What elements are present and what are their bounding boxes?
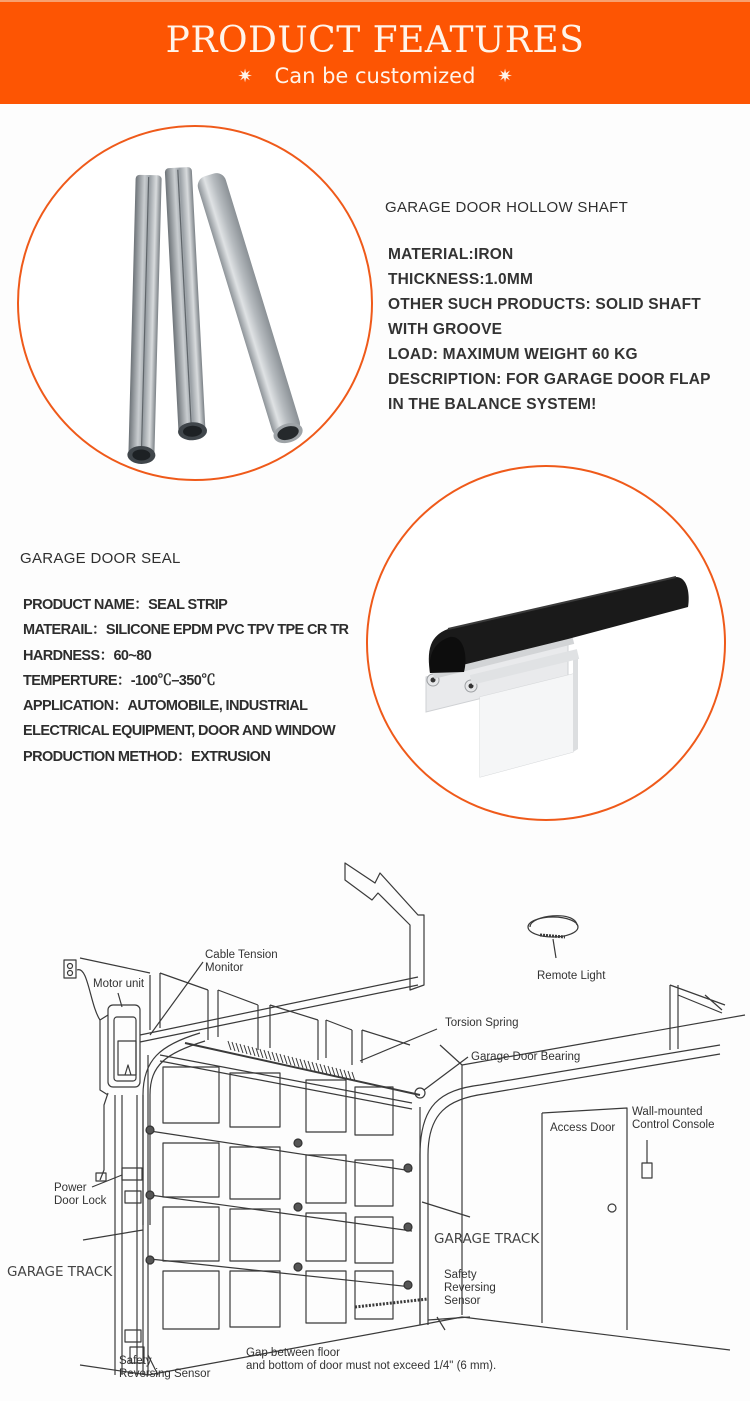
spec-line: TEMPERTURE：-100℃–350℃ bbox=[23, 672, 216, 689]
spec-line: THICKNESS:1.0MM bbox=[388, 271, 534, 288]
label-line: Cable Tension bbox=[205, 949, 278, 961]
label-garage-door-bearing: Garage Door Bearing bbox=[471, 1051, 581, 1063]
star-icon: ✷ bbox=[497, 66, 513, 87]
label-line: Gap between floor bbox=[246, 1347, 340, 1359]
door-seal-illustration bbox=[368, 467, 726, 821]
hollow-shaft-heading: GARAGE DOOR HOLLOW SHAFT bbox=[385, 199, 629, 216]
star-icon: ✷ bbox=[237, 66, 253, 87]
label-line: Reversing bbox=[444, 1282, 496, 1294]
label-wall-console bbox=[632, 1106, 714, 1132]
label-access-door: Access Door bbox=[550, 1122, 616, 1134]
spec-line: APPLICATION：AUTOMOBILE, INDUSTRIAL bbox=[23, 698, 308, 715]
label-torsion-spring: Torsion Spring bbox=[445, 1017, 519, 1029]
label-line: Safety bbox=[119, 1355, 152, 1367]
label-remote-light: Remote Light bbox=[537, 970, 606, 982]
label-line: Wall-mounted bbox=[632, 1106, 703, 1118]
spec-line: HARDNESS：60~80 bbox=[23, 647, 152, 664]
spec-line: OTHER SUCH PRODUCTS: SOLID SHAFT bbox=[388, 296, 701, 313]
banner-top-line bbox=[0, 0, 750, 2]
banner-subtitle-row bbox=[0, 64, 750, 88]
label-line: Power bbox=[54, 1182, 87, 1194]
label-line: Monitor bbox=[205, 962, 244, 974]
grooved-shaft-1 bbox=[127, 175, 163, 465]
label-line: Door Lock bbox=[54, 1195, 107, 1207]
label-motor-unit: Motor unit bbox=[93, 978, 145, 990]
spec-line: LOAD: MAXIMUM WEIGHT 60 KG bbox=[388, 346, 638, 363]
grooved-shaft-2 bbox=[164, 167, 207, 441]
label-cable-tension-monitor bbox=[205, 949, 278, 975]
label-line: Reversing Sensor bbox=[119, 1368, 211, 1380]
label-garage-track-right: GARAGE TRACK bbox=[434, 1231, 540, 1247]
label-gap-note bbox=[246, 1347, 496, 1373]
spec-line: PRODUCT NAME：SEAL STRIP bbox=[23, 597, 228, 613]
smooth-shaft bbox=[195, 170, 305, 446]
spec-line: MATERIAL:IRON bbox=[388, 246, 514, 263]
hollow-shaft-illustration bbox=[19, 127, 373, 481]
banner-title: PRODUCT FEATURES bbox=[165, 20, 585, 61]
label-line: Safety bbox=[444, 1269, 477, 1281]
header-banner bbox=[0, 0, 750, 104]
door-seal-image bbox=[366, 465, 726, 821]
door-seal-specs bbox=[20, 550, 380, 770]
spec-line: WITH GROOVE bbox=[388, 321, 503, 338]
label-line: Control Console bbox=[632, 1119, 715, 1131]
garage-door-diagram bbox=[0, 855, 750, 1401]
spec-line: ELECTRICAL EQUIPMENT, DOOR AND WINDOW bbox=[23, 723, 336, 740]
label-safety-sensor-right bbox=[444, 1269, 496, 1308]
label-safety-sensor-left bbox=[119, 1355, 210, 1381]
label-power-door-lock bbox=[54, 1182, 106, 1208]
label-garage-track-left: GARAGE TRACK bbox=[7, 1264, 113, 1280]
hollow-shaft-specs bbox=[385, 199, 745, 417]
spec-line: DESCRIPTION: FOR GARAGE DOOR FLAP bbox=[388, 371, 711, 388]
spec-line: PRODUCTION METHOD：EXTRUSION bbox=[23, 748, 271, 765]
spec-line: MATERAIL：SILICONE EPDM PVC TPV TPE CR TR bbox=[23, 622, 349, 639]
door-seal-spec-list bbox=[20, 593, 380, 770]
hollow-shaft-spec-list bbox=[385, 242, 745, 417]
label-line: Sensor bbox=[444, 1295, 481, 1307]
hollow-shaft-image bbox=[17, 125, 373, 481]
banner-subtitle: Can be customized bbox=[274, 64, 476, 88]
label-line: and bottom of door must not exceed 1/4" (6 mm). bbox=[246, 1360, 497, 1372]
spec-line: IN THE BALANCE SYSTEM! bbox=[388, 396, 597, 413]
door-seal-heading: GARAGE DOOR SEAL bbox=[20, 550, 181, 567]
